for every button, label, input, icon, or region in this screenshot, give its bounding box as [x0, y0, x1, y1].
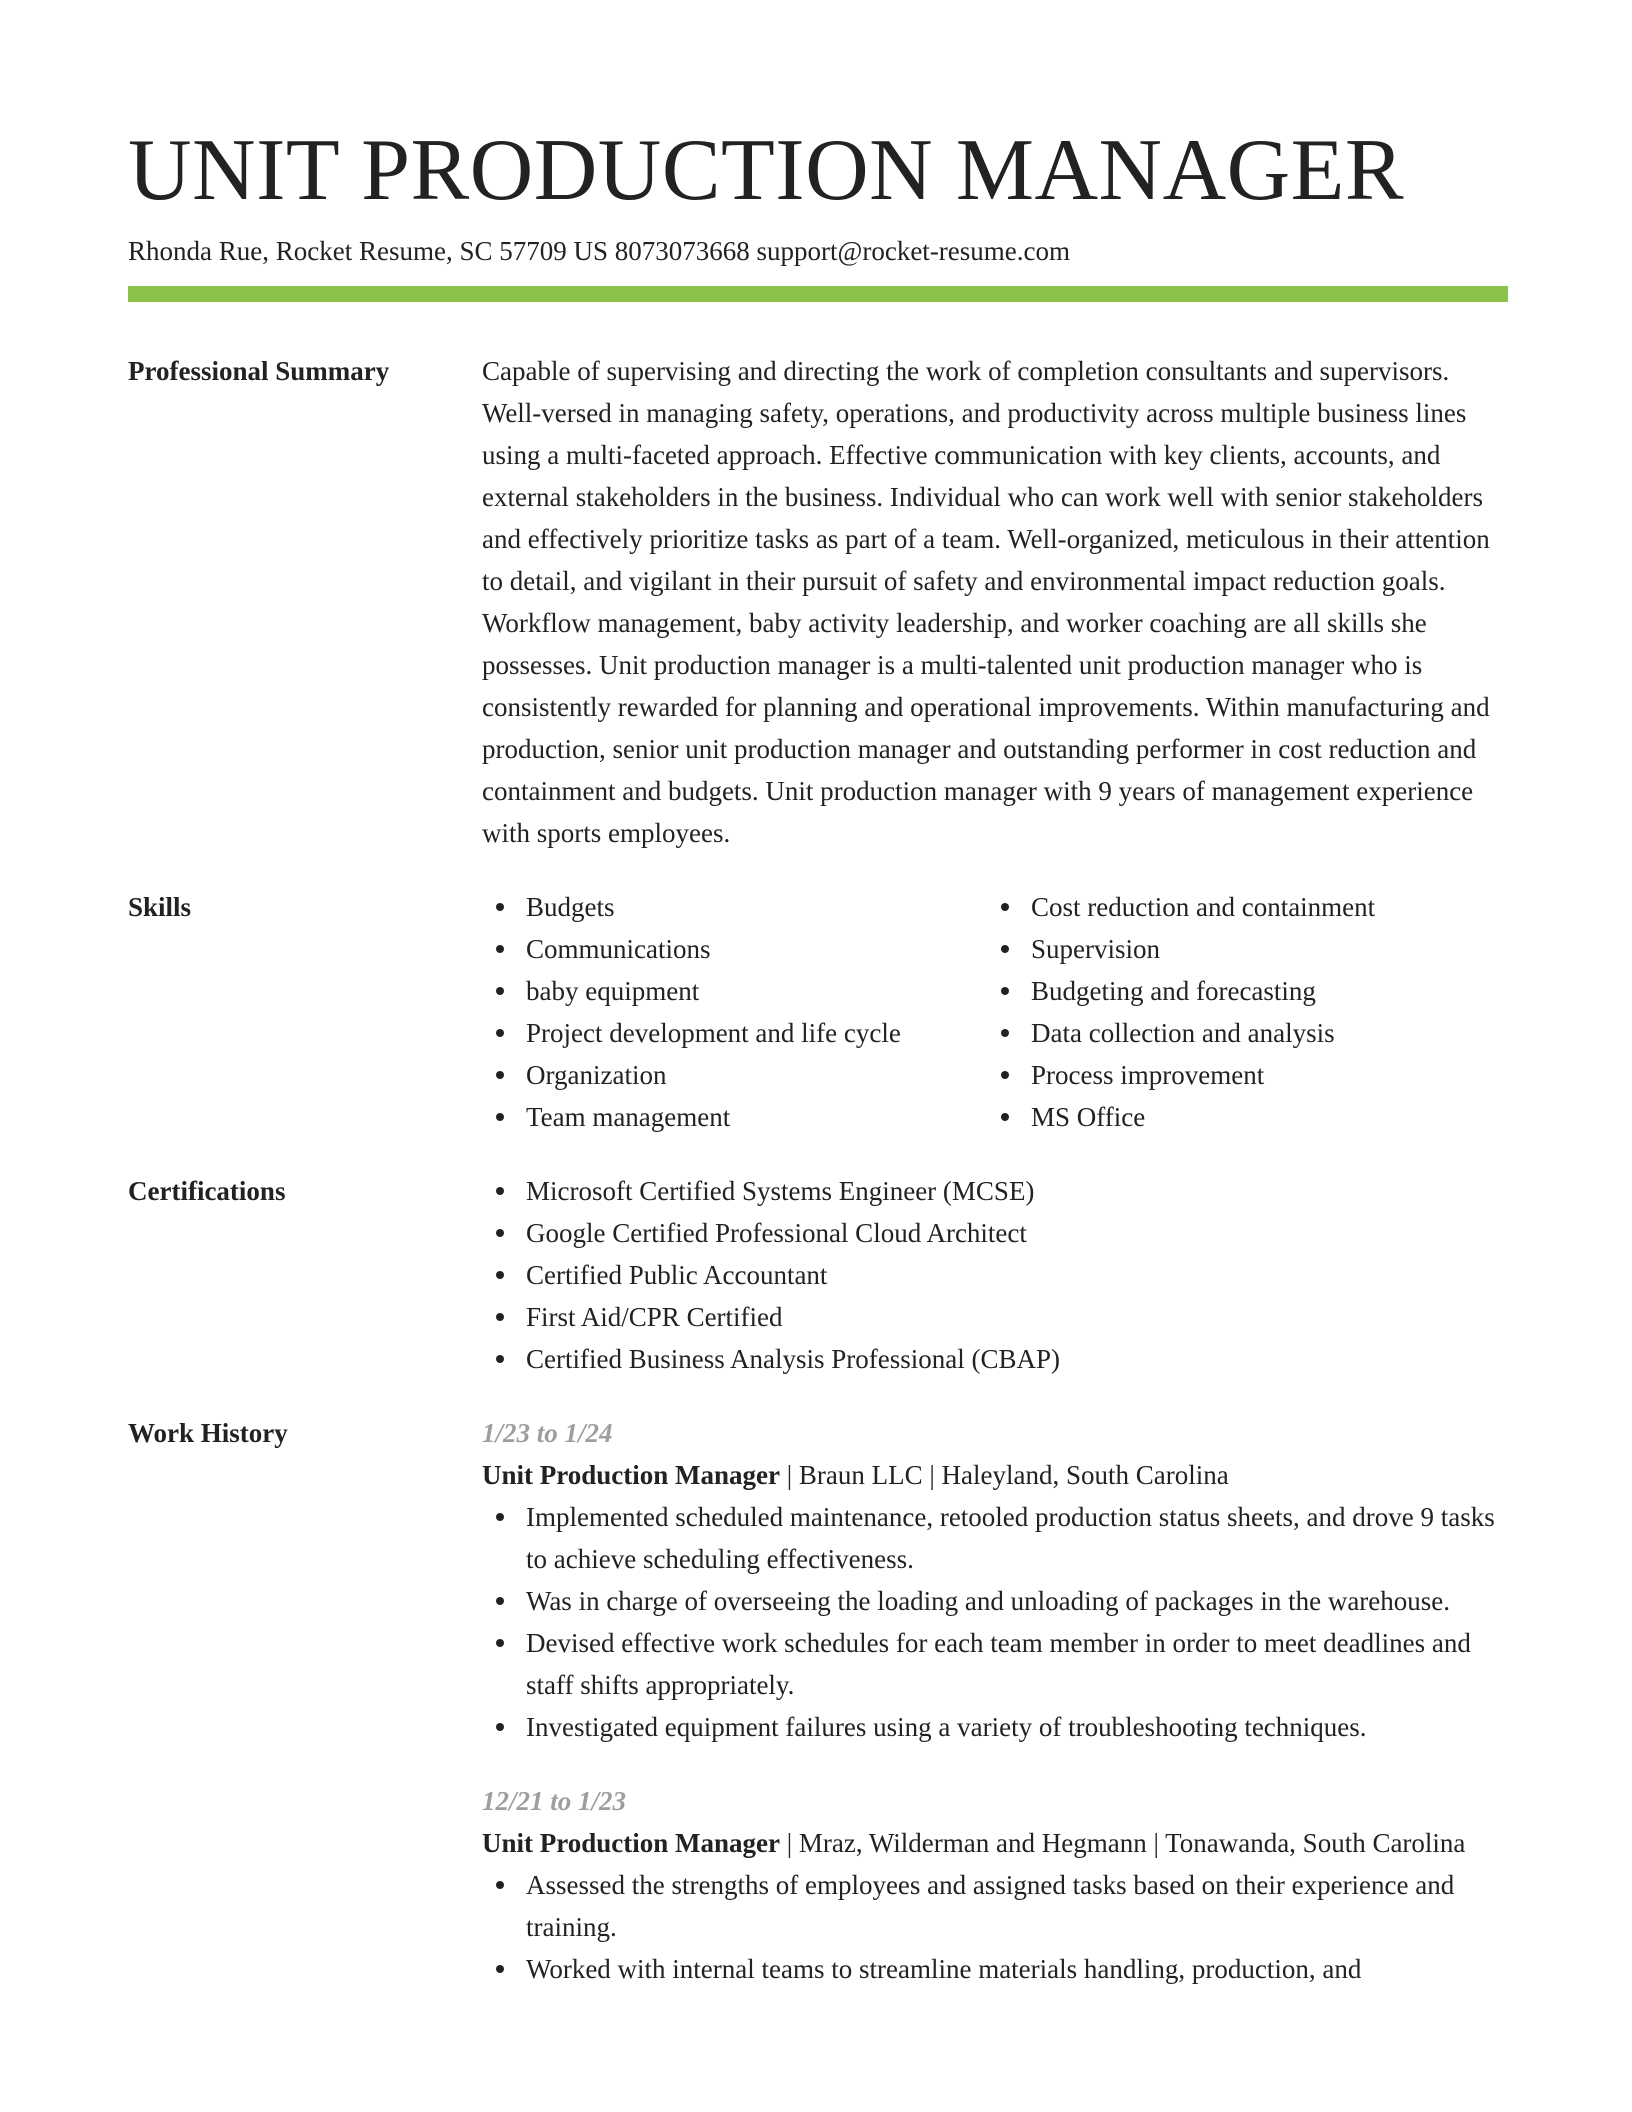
job-details: | Mraz, Wilderman and Hegmann | Tonawanda, South Carolina	[780, 1828, 1466, 1858]
skill-item: baby equipment	[482, 970, 987, 1012]
work-history-body	[482, 1412, 1508, 1990]
skill-item: Cost reduction and containment	[987, 886, 1492, 928]
job-entry	[482, 1780, 1508, 1990]
job-bullet: Devised effective work schedules for each team member in order to meet deadlines and staff shifts appropriately.	[482, 1622, 1508, 1706]
resume-title: UNIT PRODUCTION MANAGER	[128, 122, 1405, 219]
skill-item: Data collection and analysis	[987, 1012, 1492, 1054]
section-label-certifications: Certifications	[128, 1176, 286, 1206]
job-title: Unit Production Manager	[482, 1460, 780, 1490]
resume-page	[128, 118, 1508, 1990]
job-heading	[482, 1454, 1508, 1496]
skill-item: Process improvement	[987, 1054, 1492, 1096]
skill-item: Supervision	[987, 928, 1492, 970]
certifications-body	[482, 1170, 1508, 1380]
job-entry	[482, 1412, 1508, 1748]
certification-item: Certified Public Accountant	[482, 1254, 1508, 1296]
job-bullet: Worked with internal teams to streamline materials handling, production, and	[482, 1948, 1508, 1990]
certification-item: First Aid/CPR Certified	[482, 1296, 1508, 1338]
skill-item: Communications	[482, 928, 987, 970]
certification-item: Microsoft Certified Systems Engineer (MCSE)	[482, 1170, 1508, 1212]
job-bullets	[482, 1496, 1508, 1748]
certifications-list	[482, 1170, 1508, 1380]
section-label-skills: Skills	[128, 892, 192, 922]
job-dates: 12/21 to 1/23	[482, 1786, 627, 1816]
job-heading	[482, 1822, 1508, 1864]
certification-item: Google Certified Professional Cloud Architect	[482, 1212, 1508, 1254]
skills-list-right	[987, 886, 1492, 1138]
job-bullet: Investigated equipment failures using a variety of troubleshooting techniques.	[482, 1706, 1508, 1748]
skill-item: MS Office	[987, 1096, 1492, 1138]
professional-summary-section	[128, 350, 1508, 854]
skills-section	[128, 886, 1508, 1138]
job-bullets	[482, 1864, 1508, 1990]
job-dates: 1/23 to 1/24	[482, 1418, 613, 1448]
skills-columns	[482, 886, 1508, 1138]
job-bullet: Implemented scheduled maintenance, retooled production status sheets, and drove 9 tasks to achieve scheduling effectiveness.	[482, 1496, 1508, 1580]
job-title: Unit Production Manager	[482, 1828, 780, 1858]
skill-item: Organization	[482, 1054, 987, 1096]
job-bullet: Was in charge of overseeing the loading and unloading of packages in the warehouse.	[482, 1580, 1508, 1622]
skill-item: Team management	[482, 1096, 987, 1138]
job-bullet: Assessed the strengths of employees and assigned tasks based on their experience and training.	[482, 1864, 1508, 1948]
work-history-section	[128, 1412, 1508, 1990]
skill-item: Project development and life cycle	[482, 1012, 987, 1054]
contact-info: Rhonda Rue, Rocket Resume, SC 57709 US 8073073668 support@rocket-resume.com	[128, 236, 1071, 266]
section-label-summary: Professional Summary	[128, 356, 390, 386]
skill-item: Budgeting and forecasting	[987, 970, 1492, 1012]
header-divider	[128, 286, 1508, 302]
skill-item: Budgets	[482, 886, 987, 928]
certifications-section	[128, 1170, 1508, 1380]
job-details: | Braun LLC | Haleyland, South Carolina	[780, 1460, 1229, 1490]
certification-item: Certified Business Analysis Professional (CBAP)	[482, 1338, 1508, 1380]
skills-list-left	[482, 886, 987, 1138]
section-label-work-history: Work History	[128, 1418, 288, 1448]
summary-text: Capable of supervising and directing the work of completion consultants and supervisors. Well-versed in managing safety, operations, and productivity across multiple business lines using a multi-faceted approach. Effective communication with key clients, accounts, and external stakeholders in the business. Individual who can work well with senior stakeholders and effectively prioritize tasks as part of a team. Well-organized, meticulous in their attention to detail, and vigilant in their pursuit of safety and environmental impact reduction goals. Workflow management, baby activity leadership, and worker coaching are all skills she possesses. Unit production manager is a multi-talented unit production manager who is consistently rewarded for planning and operational improvements. Within manufacturing and production, senior unit production manager and outstanding performer in cost reduction and containment and budgets. Unit production manager with 9 years of management experience with sports employees.	[482, 356, 1490, 848]
